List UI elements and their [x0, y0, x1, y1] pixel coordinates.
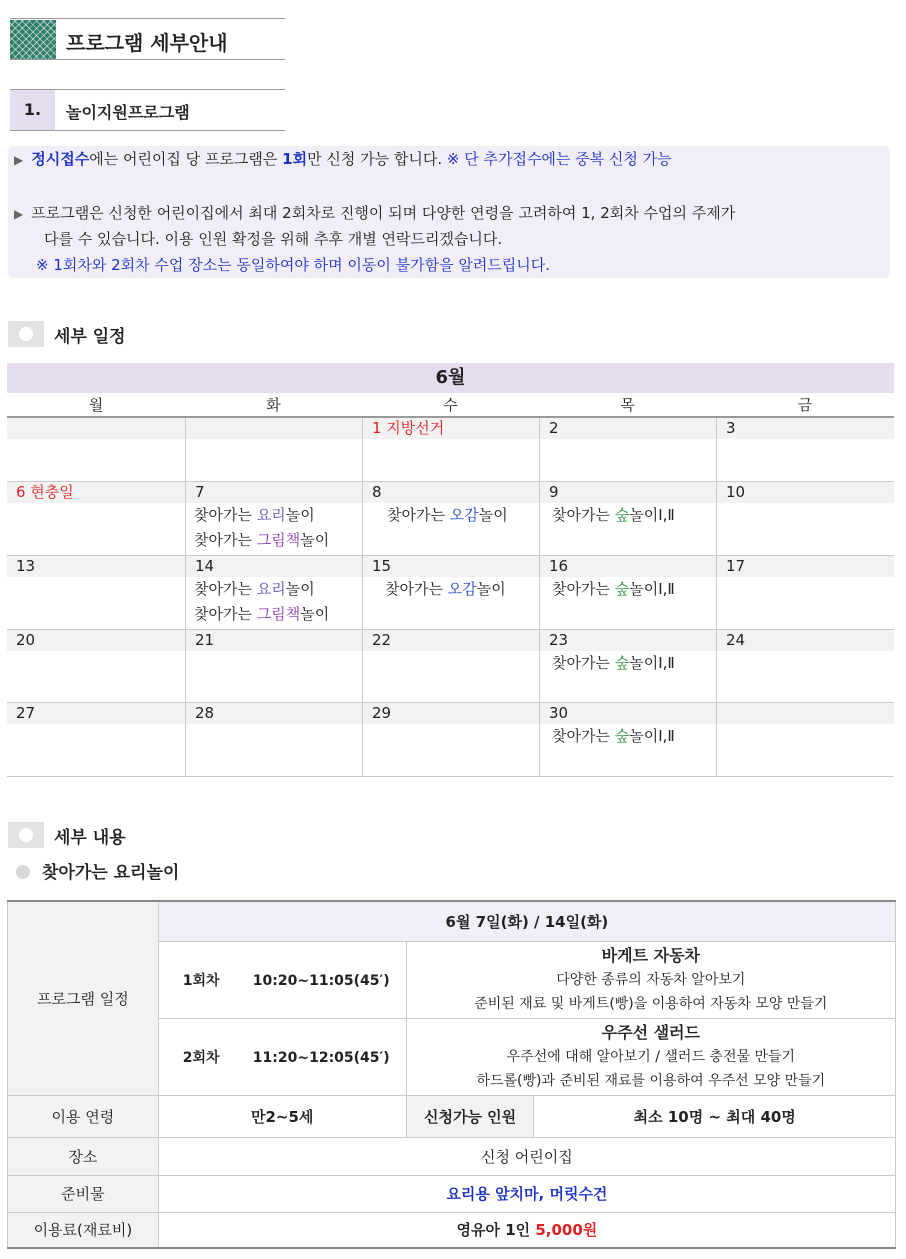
- calendar-week: [7, 630, 894, 703]
- calendar-cell: [362, 482, 539, 555]
- arrow-right-icon: ▶: [14, 153, 24, 167]
- calendar-cell: [7, 556, 185, 629]
- calendar-cell: [185, 418, 362, 481]
- date-number: 14: [186, 556, 362, 577]
- calendar-cell: [716, 418, 894, 481]
- notice-strong: 정시접수: [31, 150, 90, 168]
- date-number: [717, 703, 894, 724]
- notice-text-end: 만 신청 가능 합니다.: [307, 150, 443, 168]
- calendar-week: [7, 703, 894, 777]
- calendar-weekdays: [7, 393, 894, 418]
- date-number: 8: [363, 482, 539, 503]
- event-prefix: 찾아가는: [194, 506, 257, 524]
- calendar-cell: [7, 630, 185, 702]
- fee-cell: [158, 1212, 895, 1248]
- event-prefix: 찾아가는: [194, 531, 257, 549]
- section-title: 놀이지원프로그램: [66, 103, 190, 122]
- event-prefix: 찾아가는: [194, 605, 257, 623]
- calendar-cell: [185, 703, 362, 776]
- details-heading-text: 세부 내용: [54, 828, 126, 848]
- section-header: [10, 89, 285, 131]
- place-value: 신청 어린이집: [158, 1137, 895, 1175]
- session-number: 2회차: [182, 1049, 220, 1066]
- notice-line-4: ※ 1회차와 2회차 수업 장소는 동일하여야 하며 이동이 불가함을 알려드립니다.: [36, 256, 551, 274]
- fee-value: 5,000원: [535, 1221, 598, 1240]
- calendar-week: [7, 482, 894, 556]
- event-keyword: 그림책: [256, 531, 301, 549]
- event-sup: [540, 724, 716, 749]
- event-keyword: 오감: [449, 506, 479, 524]
- dot-bullet-icon: [16, 865, 30, 879]
- capacity-label: 신청가능 인원: [406, 1095, 534, 1137]
- date-number: 2: [540, 418, 716, 439]
- table-row: [8, 1212, 896, 1248]
- session-title: 우주선 샐러드: [601, 1022, 700, 1042]
- session-time: 11:20~12:05(45′): [252, 1049, 390, 1066]
- date-number: 1 지방선거: [363, 418, 539, 439]
- notice-note: ※ 단 추가접수에는 중복 신청 가능: [442, 150, 672, 168]
- event-suffix: 놀이: [300, 605, 330, 623]
- fee-prefix: 영유아 1인: [456, 1221, 536, 1240]
- session-desc: 하드롤(빵)과 준비된 재료를 이용하여 우주선 모양 만들기: [476, 1072, 826, 1089]
- weekday-tue: 화: [266, 396, 281, 414]
- date-number: 9: [540, 482, 716, 503]
- calendar-cell: [362, 630, 539, 702]
- event-prefix: 찾아가는: [194, 580, 257, 598]
- arrow-right-icon: ▶: [14, 207, 24, 221]
- calendar-cell: [539, 556, 716, 629]
- date-number: 23: [540, 630, 716, 651]
- supplies-value: 요리용 앞치마, 머릿수건: [158, 1175, 895, 1212]
- date-number: 22: [363, 630, 539, 651]
- calendar-cell: [716, 556, 894, 629]
- event-keyword: 숲: [614, 727, 630, 745]
- session-title: 바게트 자동차: [601, 945, 700, 965]
- event-suffix: 놀이: [285, 580, 315, 598]
- calendar-cell: [716, 703, 894, 776]
- event-yori: [186, 503, 362, 528]
- date-number: [7, 418, 185, 439]
- calendar-cell: [362, 556, 539, 629]
- date-number: 15: [363, 556, 539, 577]
- event-suffix: 놀이: [476, 580, 506, 598]
- notice-box: [8, 146, 890, 278]
- event-sup: [540, 651, 716, 676]
- weekday-wed: 수: [443, 396, 458, 414]
- event-ogam: [363, 577, 539, 602]
- table-row: [8, 1095, 896, 1137]
- event-prefix: 찾아가는: [552, 580, 615, 598]
- notice-line-3: 다를 수 있습니다. 이용 인원 확정을 위해 추후 개별 연락드리겠습니다.: [44, 230, 503, 248]
- age-label: 이용 연령: [8, 1095, 159, 1137]
- weekday-thu: 목: [620, 396, 635, 414]
- event-keyword: 숲: [614, 580, 630, 598]
- weekday-mon: 월: [88, 396, 104, 414]
- calendar-cell: [362, 703, 539, 776]
- session-desc: 다양한 종류의 자동차 알아보기: [556, 971, 746, 988]
- event-prefix: 찾아가는: [552, 727, 615, 745]
- calendar-cell: [185, 630, 362, 702]
- calendar-month: 6월: [7, 363, 894, 393]
- event-grim: [186, 602, 362, 627]
- notice-line-2-text: 프로그램은 신청한 어린이집에서 최대 2회차로 진행이 되며 다양한 연령을 고려하여 1, 2회차 수업의 주제가: [31, 204, 736, 222]
- table-row: [8, 1175, 896, 1212]
- event-suffix: 놀이Ⅰ,Ⅱ: [629, 654, 675, 672]
- date-number: 20: [7, 630, 185, 651]
- date-number: 6 현충일: [7, 482, 185, 503]
- table-row: [8, 1137, 896, 1175]
- event-prefix: 찾아가는: [385, 580, 448, 598]
- event-sup: [540, 577, 716, 602]
- calendar: [7, 363, 894, 777]
- notice-line-2: [14, 202, 735, 223]
- date-number: 28: [186, 703, 362, 724]
- calendar-cell: [539, 630, 716, 702]
- program-info-table: [7, 900, 896, 1249]
- calendar-cell: [185, 556, 362, 629]
- circle-bullet-icon: [8, 822, 44, 848]
- notice-text: 에는 어린이집 당 프로그램은: [89, 150, 283, 168]
- place-label: 장소: [8, 1137, 159, 1175]
- date-number: [186, 418, 362, 439]
- date-number: 13: [7, 556, 185, 577]
- calendar-week: [7, 556, 894, 630]
- event-keyword: 요리: [256, 506, 286, 524]
- date-number: 29: [363, 703, 539, 724]
- age-value: 만2~5세: [158, 1095, 406, 1137]
- date-number: 17: [717, 556, 894, 577]
- capacity-value: 최소 10명 ~ 최대 40명: [534, 1095, 896, 1137]
- section-number: 1.: [10, 90, 55, 130]
- fee-label: 이용료(재료비): [8, 1212, 159, 1248]
- schedule-label: 프로그램 일정: [8, 901, 159, 1095]
- session-desc: 우주선에 대해 알아보기 / 샐러드 충전물 만들기: [506, 1048, 796, 1065]
- calendar-cell: [7, 703, 185, 776]
- table-row: [8, 901, 896, 941]
- event-prefix: 찾아가는: [387, 506, 450, 524]
- calendar-cell: [716, 630, 894, 702]
- calendar-cell: [539, 418, 716, 481]
- event-suffix: 놀이: [300, 531, 330, 549]
- calendar-cell: [539, 703, 716, 776]
- event-grim: [186, 528, 362, 553]
- date-number: 24: [717, 630, 894, 651]
- event-yori: [186, 577, 362, 602]
- date-number: 21: [186, 630, 362, 651]
- session-content-cell: [406, 1018, 895, 1095]
- calendar-cell: [716, 482, 894, 555]
- calendar-cell: [362, 418, 539, 481]
- event-keyword: 요리: [256, 580, 286, 598]
- event-keyword: 숲: [614, 654, 630, 672]
- title-pattern-icon: [10, 20, 56, 59]
- event-keyword: 숲: [614, 506, 630, 524]
- schedule-heading-text: 세부 일정: [54, 327, 126, 347]
- date-number: 7: [186, 482, 362, 503]
- event-keyword: 오감: [447, 580, 477, 598]
- supplies-label: 준비물: [8, 1175, 159, 1212]
- date-number: 30: [540, 703, 716, 724]
- date-number: 10: [717, 482, 894, 503]
- session-time: 10:20~11:05(45′): [252, 972, 390, 989]
- session-desc: 준비된 재료 및 바게트(빵)을 이용하여 자동차 모양 만들기: [474, 995, 828, 1012]
- event-suffix: 놀이Ⅰ,Ⅱ: [629, 727, 675, 745]
- event-prefix: 찾아가는: [552, 506, 615, 524]
- session-time-cell: [158, 941, 406, 1018]
- session-number: 1회차: [182, 972, 220, 989]
- date-number: 16: [540, 556, 716, 577]
- event-suffix: 놀이Ⅰ,Ⅱ: [629, 580, 675, 598]
- calendar-cell: [539, 482, 716, 555]
- page-title: 프로그램 세부안내: [66, 31, 228, 55]
- session-time-cell: [158, 1018, 406, 1095]
- session-content-cell: [406, 941, 895, 1018]
- event-sup: [540, 503, 716, 528]
- event-keyword: 그림책: [256, 605, 301, 623]
- date-number: 3: [717, 418, 894, 439]
- event-prefix: 찾아가는: [552, 654, 615, 672]
- calendar-week: [7, 418, 894, 482]
- date-header: 6월 7일(화) / 14일(화): [158, 901, 895, 941]
- event-suffix: 놀이Ⅰ,Ⅱ: [629, 506, 675, 524]
- event-suffix: 놀이: [478, 506, 508, 524]
- notice-count: 1회: [282, 150, 308, 168]
- event-ogam: [363, 503, 539, 528]
- notice-line-1: [14, 148, 672, 169]
- program-name: 찾아가는 요리놀이: [42, 863, 180, 883]
- page-title-box: [10, 18, 285, 60]
- event-suffix: 놀이: [285, 506, 315, 524]
- calendar-cell: [7, 418, 185, 481]
- weekday-fri: 금: [797, 396, 813, 414]
- calendar-cell: [185, 482, 362, 555]
- date-number: 27: [7, 703, 185, 724]
- circle-bullet-icon: [8, 321, 44, 347]
- calendar-cell: [7, 482, 185, 555]
